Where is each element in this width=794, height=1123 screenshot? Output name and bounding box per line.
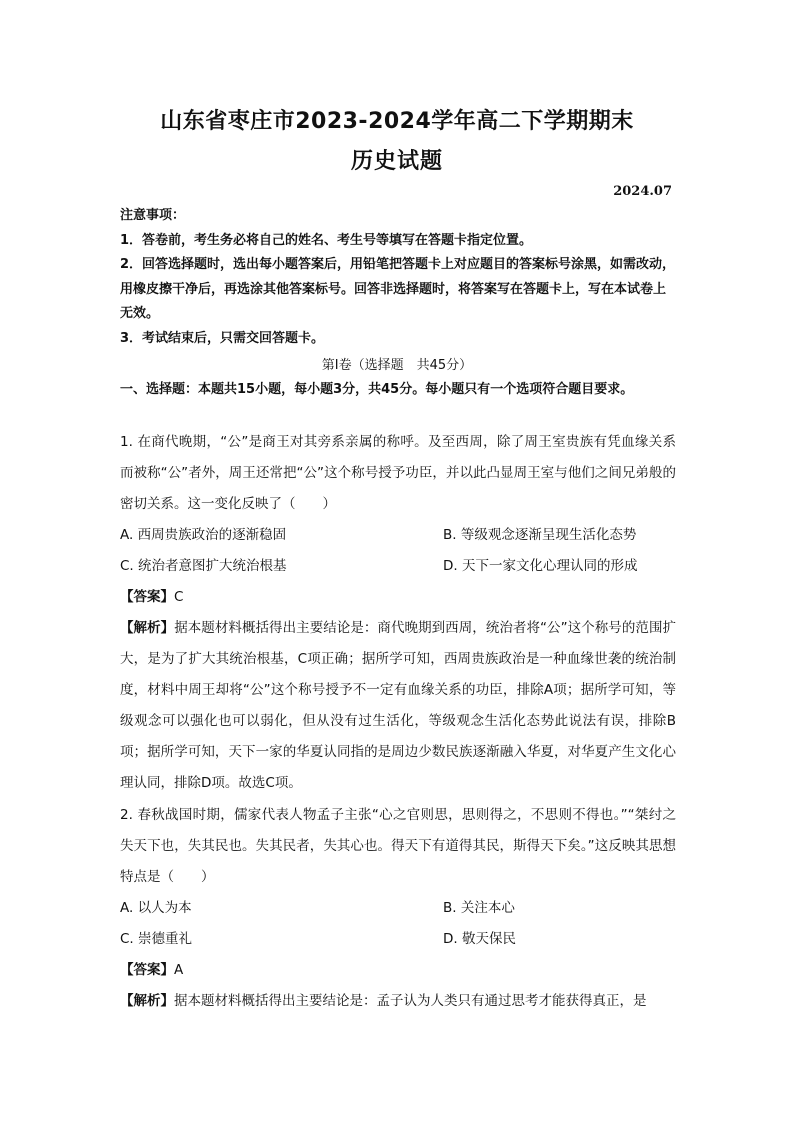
answer-value: C [174, 589, 184, 605]
question-2 [120, 800, 676, 1017]
option-c: C. 崇德重礼 [120, 931, 193, 947]
option-b: B. 关注本心 [443, 900, 515, 916]
answer-label: 【答案】 [120, 962, 174, 978]
answer-label: 【答案】 [120, 589, 174, 605]
answer-line [120, 955, 676, 986]
question-stem: 1. 在商代晚期，“公”是商王对其旁系亲属的称呼。及至西周，除了周王室贵族有凭血缘关系而被称“公”者外，周王还常把“公”这个称号授予功臣，并以此凸显周王室与他们之间兄弟般的密切关系。这一变化反映了（ ） [120, 434, 676, 512]
page-subtitle: 历史试题 [350, 149, 443, 174]
question-1 [120, 427, 676, 799]
analysis-text: 据本题材料概括得出主要结论是：商代晚期到西周，统治者将“公”这个称号的范围扩大，是为了扩大其统治根基，C项正确；据所学可知，西周贵族政治是一种血缘世袭的统治制度，材料中周王却将“公”这个称号授予不一定有血缘关系的功臣，排除A项；据所学可知，等级观念可以强化也可以弱化，但从没有过生活化，等级观念生活化态势此说法有误，排除B项；据所学可知，天下一家的华夏认同指的是周边少数民族逐渐融入华夏，对华夏产生文化心理认同，排除D项。故选C项。 [120, 620, 676, 791]
notes-item: 1．答卷前，考生务必将自己的姓名、考生号等填写在答题卡指定位置。 [120, 232, 533, 248]
option-c: C. 统治者意图扩大统治根基 [120, 558, 287, 574]
exam-date: 2024.07 [613, 184, 672, 199]
option-a: A. 西周贵族政治的逐渐稳固 [120, 527, 287, 543]
analysis-label: 【解析】 [120, 620, 175, 636]
analysis-label: 【解析】 [120, 993, 174, 1009]
option-d: D. 敬天保民 [443, 931, 516, 947]
question-options [120, 893, 676, 955]
notes-heading: 注意事项： [120, 208, 186, 223]
answer-line [120, 582, 676, 613]
page-title: 山东省枣庄市2023-2024学年高二下学期期末 [160, 109, 634, 134]
notes-section [120, 204, 676, 351]
option-d: D. 天下一家文化心理认同的形成 [443, 558, 638, 574]
notes-item: 2．回答选择题时，选出每小题答案后，用铅笔把答题卡上对应题目的答案标号涂黑，如需改动，用橡皮擦干净后，再选涂其他答案标号。回答非选择题时，将答案写在答题卡上，写在本试卷上无效。 [120, 257, 676, 321]
section-instruction: 一、选择题：本题共15小题，每小题3分，共45分。每小题只有一个选项符合题目要求。 [120, 382, 634, 397]
analysis-paragraph [120, 986, 676, 1017]
question-options [120, 520, 676, 582]
option-a: A. 以人为本 [120, 900, 192, 916]
analysis-paragraph [120, 613, 676, 799]
analysis-text: 据本题材料概括得出主要结论是：孟子认为人类只有通过思考才能获得真正，是 [174, 993, 647, 1009]
answer-value: A [174, 962, 184, 978]
notes-item: 3．考试结束后，只需交回答题卡。 [120, 330, 325, 346]
question-stem: 2. 春秋战国时期，儒家代表人物孟子主张“心之官则思，思则得之，不思则不得也。”“桀纣之失天下也，失其民也。失其民者，失其心也。得天下有道得其民，斯得天下矣。”这反映其思想特点是（ ） [120, 807, 676, 885]
section-heading: 第Ⅰ卷（选择题 共45分） [321, 358, 473, 373]
option-b: B. 等级观念逐渐呈现生活化态势 [443, 527, 637, 543]
